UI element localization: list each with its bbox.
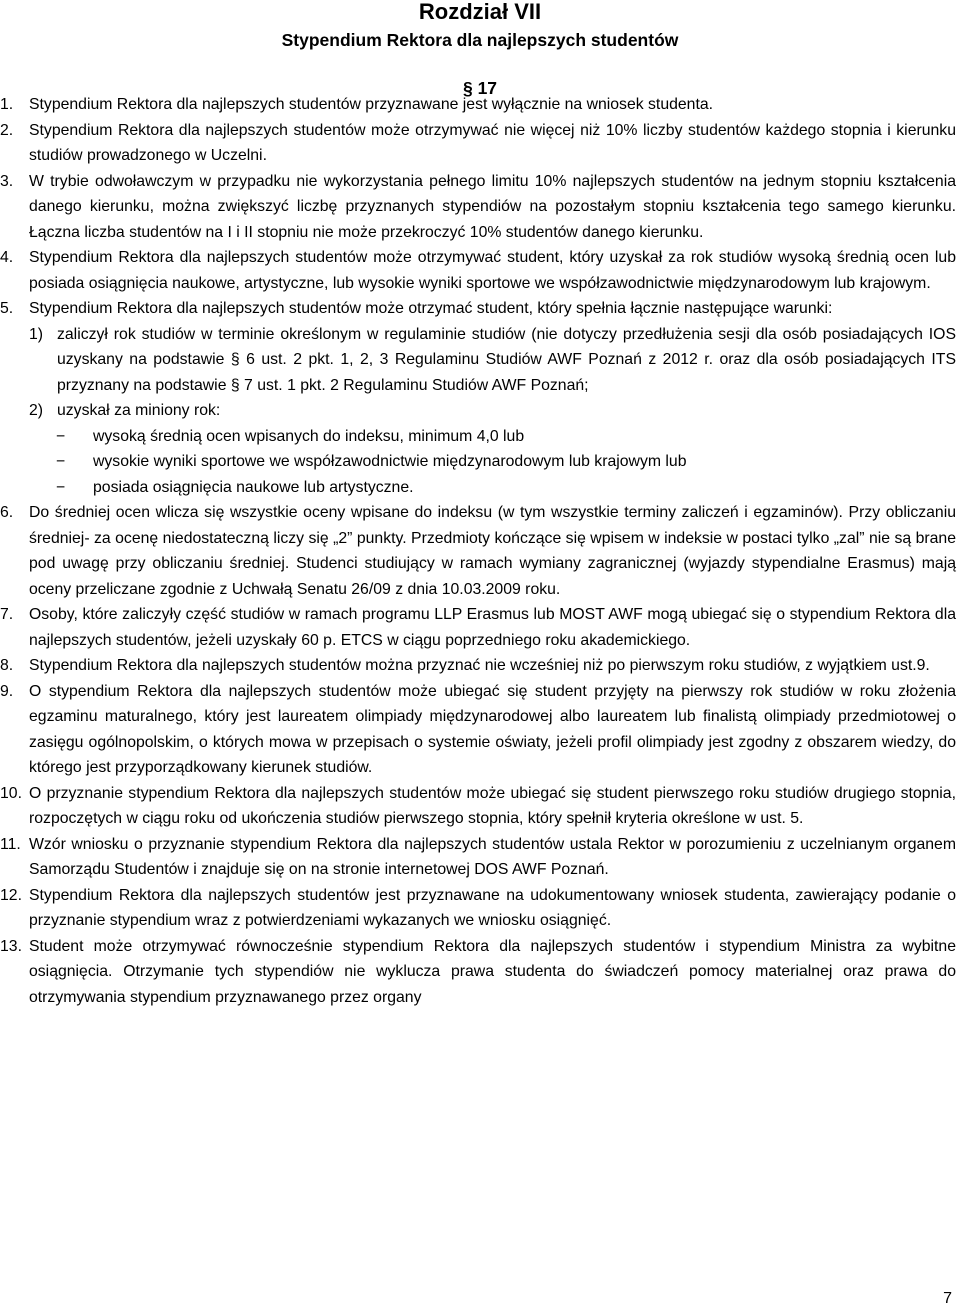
- dash-item-text: posiada osiągnięcia naukowe lub artystyczne.: [93, 478, 414, 496]
- list-item: [0, 883, 956, 934]
- item-number: 13.: [0, 937, 22, 955]
- item-text: Stypendium Rektora dla najlepszych studentów można przyznać nie wcześniej niż po pierwszym roku studiów, z wyjątkiem ust.9.: [29, 657, 930, 674]
- item-text: Stypendium Rektora dla najlepszych studentów może otrzymywać nie więcej niż 10% liczby studentów każdego stopnia i kierunku studiów prowadzonego w Uczelni.: [29, 121, 956, 164]
- dash-item: [29, 449, 956, 475]
- list-item: [0, 602, 956, 653]
- chapter-subtitle: Stypendium Rektora dla najlepszych studentów: [281, 30, 679, 50]
- sub-item-number: 2): [29, 402, 44, 419]
- dash-marker: −: [56, 427, 66, 445]
- sub-item-number: 1): [29, 325, 44, 343]
- list-item: [0, 245, 956, 296]
- list-item: [0, 679, 956, 781]
- list-item: [0, 781, 956, 832]
- item-number: 7.: [0, 606, 14, 623]
- dash-item-text: wysoką średnią ocen wpisanych do indeksu, minimum 4,0 lub: [93, 427, 525, 445]
- item-number: 12.: [0, 886, 22, 904]
- regulation-list: [0, 92, 956, 1010]
- item-number: 11.: [0, 835, 21, 853]
- item-number: 3.: [0, 172, 14, 190]
- item-text: Stypendium Rektora dla najlepszych studentów jest przyznawane na udokumentowany wniosek studenta, zawierający podanie o przyznanie stypendium wraz z potwierdzeniami wykazanych we wniosku osiągnięć.: [29, 886, 956, 929]
- item-text: Stypendium Rektora dla najlepszych studentów przyznawane jest wyłącznie na wniosek studenta.: [29, 96, 714, 113]
- dash-marker: −: [56, 478, 66, 496]
- list-item: [0, 92, 956, 118]
- list-item: [0, 653, 956, 679]
- item-text: Stypendium Rektora dla najlepszych studentów może otrzymywać student, który uzyskał za rok studiów wysoką średnią ocen lub posiada osiągnięcia naukowe, artystyczne, lub wysokie wyniki sportowe we współzawodnictwie międzynarodowym lub krajowym.: [29, 249, 956, 292]
- sub-item-text: uzyskał za miniony rok:: [57, 402, 221, 419]
- list-item: [0, 934, 956, 1011]
- chapter-title: Rozdział VII: [418, 0, 542, 24]
- item-number: 5.: [0, 300, 14, 317]
- list-item: [0, 169, 956, 246]
- page-number: 7: [943, 1290, 952, 1307]
- sub-item: [29, 322, 956, 399]
- item-text: W trybie odwoławczym w przypadku nie wykorzystania pełnego limitu 10% najlepszych studentów na jednym stopniu kształcenia danego kierunku, można zwiększyć liczbę przyznanych stypendiów na pozostałym stopniu kształcenia tego samego kierunku. Łączna liczba studentów na I i II stopniu nie może przekroczyć 10% studentów danego kierunku.: [29, 172, 956, 241]
- sub-item: [29, 398, 956, 424]
- list-item: [0, 832, 956, 883]
- item-number: 9.: [0, 682, 14, 700]
- list-item: [0, 500, 956, 602]
- dash-marker: −: [56, 453, 66, 470]
- paragraph-number: § 17: [462, 78, 498, 98]
- item-text: Do średniej ocen wlicza się wszystkie oceny wpisane do indeksu (w tym wszystkie terminy zaliczeń i egzaminów). Przy obliczaniu średniej- za ocenę niedostateczną liczy się „2” punkty. Przedmioty kończące się wpisem w indeksie w postaci tylko „zal” nie są brane pod uwagę przy obliczaniu średniej. Studenci studiujący w ramach wymiany zagranicznej (wyjazdy stypendialne Erasmus) mają oceny przeliczane zgodnie z Uchwałą Senatu 26/09 z dnia 10.03.2009 roku.: [29, 504, 956, 598]
- item-number: 6.: [0, 504, 14, 521]
- item-text: Student może otrzymywać równocześnie stypendium Rektora dla najlepszych studentów i stypendium Ministra za wybitne osiągnięcia. Otrzymanie tych stypendiów nie wyklucza prawa studenta do świadczeń pomocy materialnej oraz prawa do otrzymywania stypendium przyznawanego przez organy: [29, 937, 956, 1006]
- item-text: O przyznanie stypendium Rektora dla najlepszych studentów może ubiegać się student pierwszego roku studiów drugiego stopnia, rozpoczętych w ciągu roku od ukończenia studiów pierwszego stopnia, który spełnił kryteria określone w ust. 5.: [29, 784, 956, 827]
- item-text: Osoby, które zaliczyły część studiów w ramach programu LLP Erasmus lub MOST AWF mogą ubiegać się o stypendium Rektora dla najlepszych studentów, jeżeli uzyskały 60 p. ETCS w ciągu poprzedniego roku akademickiego.: [29, 606, 956, 649]
- item-number: 1.: [0, 96, 14, 113]
- item-number: 10.: [0, 784, 22, 802]
- sub-item-text: zaliczył rok studiów w terminie określonym w regulaminie studiów (nie dotyczy przedłużenia sesji dla osób posiadających IOS uzyskany na podstawie § 6 ust. 2 pkt. 1, 2, 3 Regulaminu Studiów AWF Poznań z 2012 r. oraz dla osób posiadających ITS przyznany na podstawie § 7 ust. 1 pkt. 2 Regulaminu Studiów AWF Poznań;: [57, 325, 956, 394]
- list-item: [0, 296, 956, 500]
- item-number: 2.: [0, 121, 14, 139]
- dash-item-text: wysokie wyniki sportowe we współzawodnictwie międzynarodowym lub krajowym lub: [93, 453, 687, 470]
- item-text: O stypendium Rektora dla najlepszych studentów może ubiegać się student przyjęty na pierwszy rok studiów w roku złożenia egzaminu maturalnego, który jest laureatem olimpiady międzynarodowej albo laureatem lub finalistą olimpiady przedmiotowej o zasięgu ogólnopolskim, o których mowa w przepisach o systemie oświaty, jeżeli profil olimpiady jest zgodny z obszarem wiedzy, do którego jest przyporządkowany kierunek studiów.: [29, 682, 956, 776]
- dash-item: [29, 424, 956, 450]
- item-text: Wzór wniosku o przyznanie stypendium Rektora dla najlepszych studentów ustala Rektor w porozumieniu z uczelnianym organem Samorządu Studentów i znajduje się on na stronie internetowej DOS AWF Poznań.: [29, 835, 956, 878]
- item-number: 8.: [0, 657, 14, 674]
- item-number: 4.: [0, 249, 14, 266]
- item-text: Stypendium Rektora dla najlepszych studentów może otrzymać student, który spełnia łącznie następujące warunki:: [29, 300, 833, 317]
- list-item: [0, 118, 956, 169]
- dash-item: [29, 475, 956, 501]
